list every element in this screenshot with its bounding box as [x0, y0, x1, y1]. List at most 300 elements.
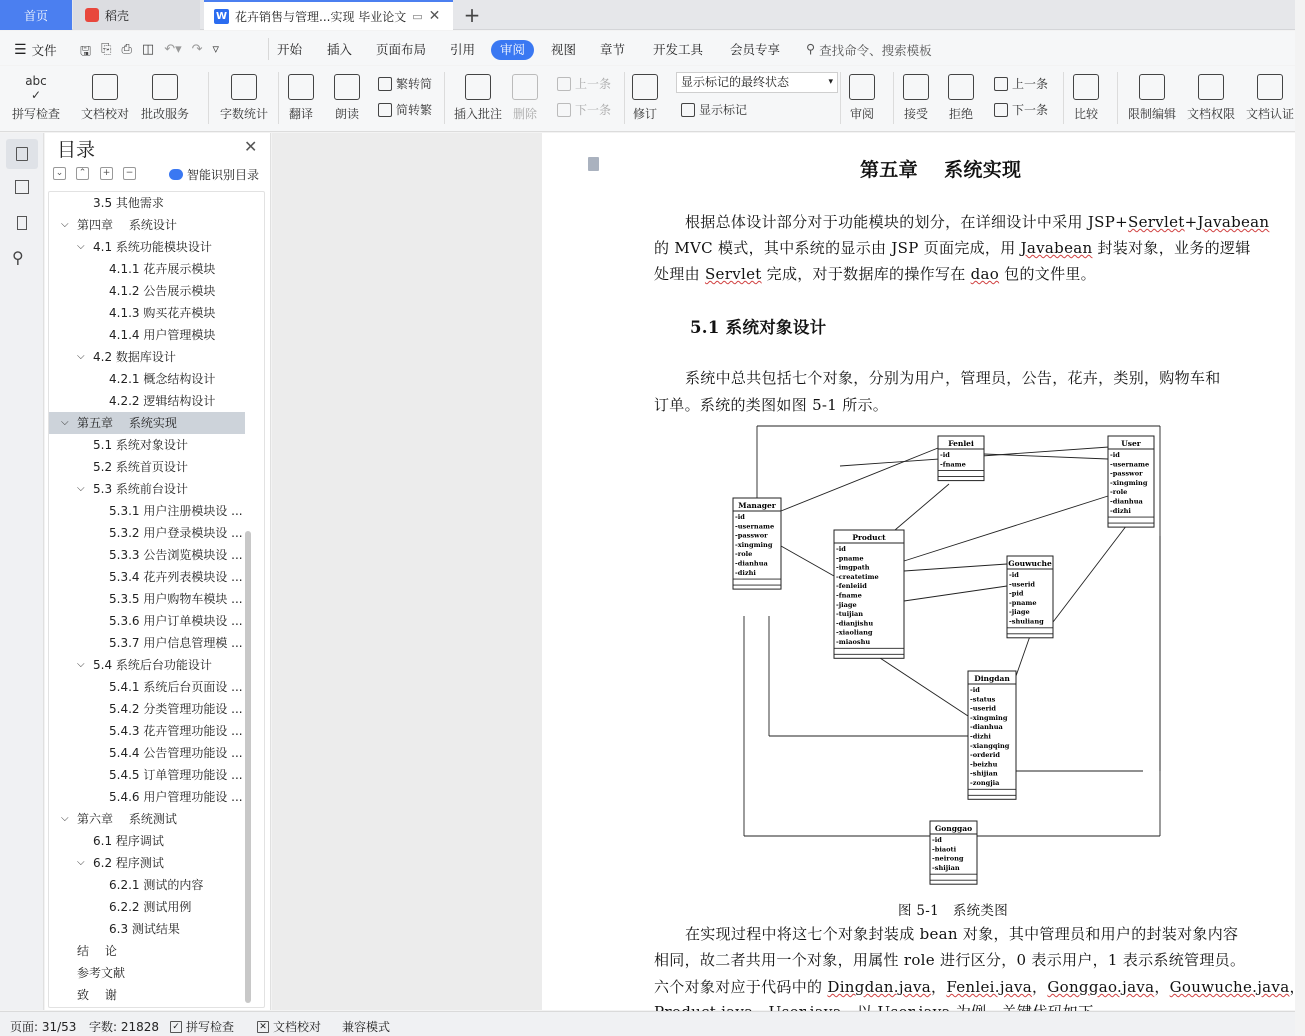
toc-item-label: 参考文献	[77, 966, 126, 980]
uml-attribute: -status	[970, 695, 996, 704]
tab-daoke-label: 稻壳	[105, 8, 130, 23]
toc-item-label: 5.3.1 用户注册模块设 ...	[109, 504, 243, 518]
next-change-label: 下一条	[1012, 103, 1049, 117]
uml-attribute: -username	[735, 522, 775, 531]
toc-item[interactable]	[49, 434, 265, 456]
toc-item[interactable]	[49, 390, 265, 412]
spell-check-button[interactable]	[12, 74, 60, 122]
toc-item-label: 5.3.6 用户订单模块设 ...	[109, 614, 243, 628]
doc-proof-label: 文档校对	[81, 107, 130, 121]
translate-label: 翻译	[288, 107, 313, 121]
outline-button[interactable]	[12, 177, 32, 197]
toc-list	[48, 191, 265, 1008]
toc-item-label: 5.3.5 用户购物车模块 ...	[109, 592, 243, 606]
uml-attribute: -miaoshu	[836, 638, 871, 646]
search-icon: ⚲	[806, 41, 816, 56]
uml-attribute: -dianhua	[970, 723, 1003, 732]
paragraph-line: 在实现过程中将这七个对象封装成 bean 对象，其中管理员和用户的封装对象内容	[685, 925, 1239, 943]
remove-level-icon[interactable]: −	[123, 167, 136, 180]
spell-check-label: 拼写检查	[12, 107, 61, 121]
uml-attribute: -biaoti	[932, 845, 957, 854]
paragraph-line: 订单。系统的类图如图 5-1 所示。	[654, 396, 889, 414]
chevron-down-icon[interactable]: ⌵	[77, 483, 85, 494]
save-icon[interactable]: 🖫	[80, 44, 92, 59]
undo-icon[interactable]: ↶▾	[164, 42, 182, 57]
accept-icon	[903, 74, 929, 100]
uml-attribute: -pname	[836, 554, 864, 563]
chevron-down-icon: ▾	[828, 77, 833, 87]
collapse-all-icon[interactable]: ⌃	[76, 167, 89, 180]
spell-check-icon: abc ✓	[25, 74, 47, 102]
toc-item-label: 4.2 数据库设计	[93, 350, 176, 364]
next-change-button[interactable]	[994, 101, 1048, 118]
uml-attribute: -jiage	[836, 600, 857, 609]
delete-comment-button[interactable]	[512, 74, 538, 122]
menu-layout[interactable]: 页面布局	[376, 42, 427, 57]
toc-item[interactable]	[49, 874, 265, 896]
new-tab-button[interactable]: +	[463, 3, 481, 27]
word-count-label: 字数统计	[220, 107, 269, 121]
toc-scrollbar[interactable]	[245, 531, 251, 1003]
doc-certify-button[interactable]	[1246, 74, 1294, 122]
toc-item[interactable]	[49, 544, 265, 566]
read-aloud-icon	[334, 74, 360, 100]
toc-title: 目录	[57, 139, 96, 161]
review-pane-button[interactable]	[849, 74, 875, 122]
bookmark-button[interactable]	[12, 213, 32, 233]
uml-attribute: -shijian	[932, 863, 960, 872]
uml-class-dingdan	[968, 671, 1016, 799]
toc-item-label: 5.1 系统对象设计	[93, 438, 188, 452]
menu-devtools[interactable]: 开发工具	[653, 42, 704, 57]
read-aloud-button[interactable]	[334, 74, 360, 122]
page-indicator-label: 页面: 31/53	[10, 1020, 77, 1034]
uml-class-name: Dingdan	[974, 674, 1010, 683]
translate-icon	[288, 74, 314, 100]
next-comment-label: 下一条	[575, 103, 612, 117]
word-count-button[interactable]	[220, 74, 268, 122]
toc-item-label: 4.1.3 购买花卉模块	[109, 306, 216, 320]
ribbon-separator	[278, 72, 279, 124]
uml-class-user	[1108, 436, 1154, 527]
paragraph-line: 处理由 Servlet 完成，对于数据库的操作写在 dao 包的文件里。	[654, 265, 1096, 283]
ribbon-separator	[893, 72, 894, 124]
smart-toc-icon	[169, 169, 183, 180]
toc-item-label: 3.5 其他需求	[93, 196, 164, 210]
proof-icon: ✕	[257, 1021, 269, 1033]
uml-attribute: -shuliang	[1009, 617, 1044, 626]
uml-attribute: -dianhua	[735, 559, 768, 568]
figure-caption: 图 5-1 系统类图	[898, 903, 1009, 919]
uml-attribute: -imgpath	[836, 563, 870, 572]
toc-item[interactable]	[49, 566, 265, 588]
toc-item-label: 4.1.4 用户管理模块	[109, 328, 216, 342]
preview-icon[interactable]: ◫	[141, 42, 155, 57]
add-level-icon[interactable]: +	[100, 167, 113, 180]
toc-item[interactable]	[49, 698, 265, 720]
uml-attribute: -username	[1110, 460, 1150, 469]
toc-item-label: 5.4 系统后台功能设计	[93, 658, 212, 672]
tab-document[interactable]	[204, 0, 453, 30]
toc-icon	[16, 147, 28, 161]
toc-item[interactable]	[49, 192, 265, 214]
uml-attribute: -tuijian	[836, 610, 864, 619]
uml-class-gonggao	[930, 821, 977, 884]
uml-attribute: -fenleiid	[836, 582, 867, 591]
prev-comment-label: 上一条	[575, 77, 612, 91]
chevron-down-icon[interactable]: ⌵	[61, 813, 69, 824]
uml-attribute: -fname	[836, 591, 862, 600]
reject-button[interactable]	[948, 74, 974, 122]
simp-to-trad-button[interactable]	[378, 101, 432, 118]
toc-item[interactable]	[49, 786, 265, 808]
daoke-logo-icon	[85, 8, 99, 22]
delete-comment-label: 删除	[512, 107, 537, 121]
uml-attribute: -pname	[1009, 598, 1037, 607]
chevron-down-icon[interactable]: ⌵	[77, 659, 85, 670]
toc-item-label: 6.1 程序调试	[93, 834, 164, 848]
toc-item[interactable]	[49, 962, 265, 984]
toc-item[interactable]	[49, 456, 265, 478]
document-page[interactable]	[542, 133, 1305, 1010]
menu-member[interactable]: 会员专享	[730, 42, 781, 57]
doc-proof-icon	[92, 74, 118, 100]
toc-item-label: 6.2 程序测试	[93, 856, 164, 870]
toc-item[interactable]	[49, 324, 265, 346]
word-count-indicator[interactable]	[89, 1018, 159, 1035]
uml-attribute: -xingming	[735, 540, 773, 549]
restrict-editing-button[interactable]	[1128, 74, 1176, 122]
compare-button[interactable]	[1073, 74, 1099, 122]
accept-label: 接受	[903, 107, 928, 121]
uml-attribute: -dianhua	[1110, 497, 1143, 506]
accept-button[interactable]	[903, 74, 929, 122]
toc-item-label: 4.2.2 逻辑结构设计	[109, 394, 216, 408]
uml-attribute: -dizhi	[1110, 506, 1131, 515]
outline-icon	[15, 180, 29, 194]
toc-item-label: 5.4.6 用户管理功能设 ...	[109, 790, 243, 804]
toc-item[interactable]	[49, 258, 265, 280]
section-title: 5.1 系统对象设计	[690, 318, 827, 337]
uml-attribute: -beizhu	[970, 760, 998, 769]
toc-item[interactable]	[49, 346, 265, 368]
toc-item[interactable]	[49, 236, 265, 258]
ribbon-separator	[624, 72, 625, 124]
toc-item-label: 5.4.5 订单管理功能设 ...	[109, 768, 243, 782]
toc-item-label: 6.2.2 测试用例	[109, 900, 192, 914]
toc-item-label: 5.3.4 花卉列表模块设 ...	[109, 570, 243, 584]
chevron-down-icon[interactable]: ⌵	[61, 417, 69, 428]
status-doc-proof[interactable]	[257, 1018, 321, 1035]
page-menu-icon[interactable]	[588, 157, 599, 171]
toc-item-label: 5.3.2 用户登录模块设 ...	[109, 526, 243, 540]
batch-service-label: 批改服务	[141, 107, 190, 121]
chevron-down-icon[interactable]: ⌵	[77, 351, 85, 362]
chevron-down-icon[interactable]: ⌵	[77, 857, 85, 868]
paragraph-line: 六个对象对应于代码中的 Dingdan.java，Fenlei.java，Gonggao.java，Gouwuche.java，	[654, 978, 1305, 996]
toc-item[interactable]	[49, 500, 265, 522]
certify-icon	[1257, 74, 1283, 100]
tab-home[interactable]	[0, 0, 72, 30]
export-icon[interactable]: ⎘	[101, 42, 112, 57]
toc-item[interactable]	[49, 808, 265, 830]
toc-item-label: 第六章 系统测试	[77, 812, 177, 826]
toc-item-label: 结 论	[77, 944, 117, 958]
toc-item[interactable]	[49, 742, 265, 764]
toc-item[interactable]	[49, 940, 265, 962]
uml-class-name: Fenlei	[948, 439, 974, 448]
compare-label: 比较	[1073, 107, 1098, 121]
uml-attribute: -createtime	[836, 572, 879, 581]
status-proof-label: 文档校对	[273, 1020, 322, 1034]
uml-class-gouwuche	[1007, 556, 1053, 638]
insert-comment-label: 插入批注	[454, 107, 503, 121]
uml-attribute: -neirong	[932, 854, 964, 863]
compat-mode	[342, 1018, 390, 1035]
translate-button[interactable]	[288, 74, 314, 122]
status-spell-check[interactable]	[170, 1018, 234, 1035]
trad-to-simp-button[interactable]	[378, 75, 432, 92]
track-changes-icon	[632, 74, 658, 100]
page-indicator[interactable]	[10, 1018, 76, 1035]
uml-attribute: -role	[735, 550, 753, 559]
expand-all-icon[interactable]: ⌄	[53, 167, 66, 180]
simp-to-trad-label: 简转繁	[396, 103, 433, 117]
chapter-title: 第五章 系统实现	[860, 159, 1022, 181]
toc-item-label: 4.1.1 花卉展示模块	[109, 262, 216, 276]
ribbon-separator	[840, 72, 841, 124]
markup-state-value: 显示标记的最终状态	[681, 75, 790, 89]
compare-icon	[1073, 74, 1099, 100]
insert-comment-icon	[465, 74, 491, 100]
uml-attribute: -id	[970, 686, 980, 694]
show-markup-icon	[681, 103, 695, 117]
show-markup-button[interactable]	[681, 101, 747, 118]
uml-attribute: -userid	[970, 704, 997, 713]
uml-attribute: -xingming	[970, 713, 1008, 722]
next-comment-button[interactable]	[557, 101, 611, 118]
toc-item-label: 4.1 系统功能模块设计	[93, 240, 212, 254]
toc-item-label: 5.4.4 公告管理功能设 ...	[109, 746, 243, 760]
uml-attribute: -passwor	[735, 531, 768, 540]
next-change-icon	[994, 103, 1008, 117]
prev-change-label: 上一条	[1012, 77, 1049, 91]
doc-permission-label: 文档权限	[1187, 107, 1236, 121]
toc-item-label: 致 谢	[77, 988, 117, 1002]
check-icon: ✓	[170, 1021, 182, 1033]
ribbon-separator	[1063, 72, 1064, 124]
toc-item[interactable]	[49, 720, 265, 742]
trad-to-simp-icon	[378, 77, 392, 91]
toc-item-label: 4.2.1 概念结构设计	[109, 372, 216, 386]
uml-attribute: -dizhi	[735, 568, 756, 577]
uml-attribute: -xiangqing	[970, 741, 1010, 750]
uml-attribute: -passwor	[1110, 469, 1143, 478]
uml-attribute: -jiage	[1009, 608, 1030, 617]
tab-daoke[interactable]	[73, 0, 200, 30]
prev-comment-icon	[557, 77, 571, 91]
status-spell-label: 拼写检查	[186, 1020, 235, 1034]
uml-class-name: Gonggao	[934, 824, 973, 833]
tab-document-label: 花卉销售与管理...实现 毕业论文	[235, 9, 407, 24]
doc-certify-label: 文档认证	[1246, 107, 1295, 121]
toc-item-label: 5.3.3 公告浏览模块设 ...	[109, 548, 243, 562]
customize-icon[interactable]: ▿	[212, 42, 220, 57]
prev-comment-button[interactable]	[557, 75, 611, 92]
toc-item-label: 4.1.2 公告展示模块	[109, 284, 216, 298]
toc-item[interactable]	[49, 478, 265, 500]
toc-item-label: 5.3.7 用户信息管理模 ...	[109, 636, 243, 650]
command-search[interactable]	[806, 41, 932, 59]
toc-item[interactable]	[49, 896, 265, 918]
reject-icon	[948, 74, 974, 100]
delete-comment-icon	[512, 74, 538, 100]
redo-icon[interactable]: ↷	[191, 42, 203, 57]
uml-attribute: -shijian	[970, 769, 998, 778]
tab-bar	[0, 0, 1295, 30]
uml-attribute: -zongjia	[970, 779, 1000, 787]
toc-item[interactable]	[49, 632, 265, 654]
ribbon-separator	[208, 72, 209, 124]
uml-attribute: -pid	[1009, 589, 1024, 598]
uml-attribute: -id	[1110, 451, 1120, 459]
compat-mode-label: 兼容模式	[342, 1020, 391, 1034]
track-changes-label: 修订	[632, 107, 657, 121]
toc-item[interactable]	[49, 588, 265, 610]
show-markup-label: 显示标记	[699, 103, 748, 117]
toc-item-label: 5.3 系统前台设计	[93, 482, 188, 496]
monitor-icon[interactable]: ▭	[412, 9, 423, 23]
simp-to-trad-icon	[378, 103, 392, 117]
uml-class-product	[834, 530, 904, 658]
toc-item-label: 5.4.2 分类管理功能设 ...	[109, 702, 243, 716]
toc-panel-toggle[interactable]	[6, 139, 38, 169]
file-menu-label: 文件	[31, 43, 57, 58]
bookmark-icon	[17, 216, 27, 230]
ribbon-separator	[444, 72, 445, 124]
insert-comment-button[interactable]	[454, 74, 502, 122]
menu-start[interactable]: 开始	[277, 42, 303, 57]
toc-item[interactable]	[49, 302, 265, 324]
uml-attribute: -xiaoliang	[836, 628, 873, 637]
restrict-editing-label: 限制编辑	[1128, 107, 1177, 121]
chevron-down-icon[interactable]: ⌵	[61, 219, 69, 230]
uml-class-name: Gouwuche	[1008, 559, 1052, 568]
ribbon-separator	[1117, 72, 1118, 124]
prev-change-button[interactable]	[994, 75, 1048, 92]
chevron-down-icon[interactable]: ⌵	[77, 241, 85, 252]
doc-permission-button[interactable]	[1187, 74, 1235, 122]
tab-home-label: 首页	[23, 8, 48, 23]
wps-writer-icon: W	[215, 10, 228, 22]
menu-review[interactable]: 审阅	[491, 40, 534, 60]
menu-separator	[268, 38, 269, 60]
smart-toc-label: 智能识别目录	[187, 168, 260, 182]
uml-attribute: -userid	[1009, 580, 1036, 589]
paragraph-line: 相同，故二者共用一个对象，用属性 role 进行区分，0 表示用户，1 表示系统管理员。	[654, 951, 1246, 969]
uml-class-name: Manager	[738, 501, 776, 510]
class-diagram	[730, 426, 1180, 896]
toc-panel	[45, 133, 271, 1010]
print-icon[interactable]: ⎙	[121, 42, 132, 57]
trad-to-simp-label: 繁转简	[396, 77, 433, 91]
uml-attribute: -orderid	[970, 751, 1001, 760]
doc-proof-button[interactable]	[81, 74, 129, 122]
toc-item-label: 第五章 系统实现	[77, 416, 177, 430]
uml-attribute: -fname	[940, 460, 966, 469]
batch-service-button[interactable]	[141, 74, 189, 122]
permission-icon	[1198, 74, 1224, 100]
next-comment-icon	[557, 103, 571, 117]
uml-class-name: Product	[852, 533, 886, 542]
uml-attribute: -id	[932, 836, 942, 844]
toc-item-label: 5.4.3 花卉管理功能设 ...	[109, 724, 243, 738]
review-pane-icon	[849, 74, 875, 100]
uml-attribute: -dizhi	[970, 732, 991, 741]
toc-item[interactable]	[49, 676, 265, 698]
uml-attribute: -id	[1009, 571, 1019, 579]
side-icon-strip	[0, 133, 44, 1010]
status-bar	[0, 1011, 1295, 1036]
toc-item[interactable]	[49, 984, 265, 1006]
reject-label: 拒绝	[948, 107, 973, 121]
uml-attribute: -role	[1110, 488, 1128, 497]
toc-item[interactable]	[49, 412, 245, 434]
paragraph-line: 系统中总共包括七个对象，分别为用户，管理员，公告，花卉，类别，购物车和	[685, 369, 1221, 387]
menu-reference[interactable]: 引用	[450, 42, 476, 57]
markup-state-select[interactable]	[676, 72, 838, 93]
toc-item[interactable]	[49, 764, 265, 786]
menu-view[interactable]: 视图	[551, 42, 577, 57]
read-aloud-label: 朗读	[334, 107, 359, 121]
toc-item[interactable]	[49, 918, 265, 940]
uml-attribute: -dianjishu	[836, 619, 874, 628]
toc-item-label: 6.3 测试结果	[109, 922, 180, 936]
hamburger-icon: ☰	[14, 42, 27, 58]
uml-class-name: User	[1121, 439, 1141, 448]
toc-item[interactable]	[49, 280, 265, 302]
close-icon[interactable]: ✕	[244, 137, 258, 156]
find-button[interactable]	[12, 248, 32, 268]
prev-change-icon	[994, 77, 1008, 91]
track-changes-button[interactable]	[632, 74, 658, 122]
toc-item[interactable]	[49, 830, 265, 852]
menu-chapter[interactable]: 章节	[600, 42, 626, 57]
word-count-icon	[231, 74, 257, 100]
toc-item-label: 5.4.1 系统后台页面设 ...	[109, 680, 243, 694]
toc-item-label: 6.2.1 测试的内容	[109, 878, 204, 892]
toc-item[interactable]	[49, 852, 265, 874]
smart-toc-button[interactable]	[169, 166, 259, 183]
file-menu[interactable]	[14, 41, 57, 59]
uml-attribute: -id	[940, 451, 950, 459]
toc-item[interactable]	[49, 214, 265, 236]
toc-item[interactable]	[49, 368, 265, 390]
paragraph-line: 的 MVC 模式，其中系统的显示由 JSP 页面完成，用 Javabean 封装对象，业务的逻辑	[654, 239, 1251, 257]
toc-item-label: 5.2 系统首页设计	[93, 460, 188, 474]
toc-item[interactable]	[49, 610, 265, 632]
toc-item[interactable]	[49, 522, 265, 544]
paragraph-line: 根据总体设计部分对于功能模块的划分，在详细设计中采用 JSP+Servlet+Javabean	[685, 213, 1270, 231]
uml-attribute: -id	[735, 513, 745, 521]
search-icon: ⚲	[12, 248, 24, 267]
toc-item-label: 第四章 系统设计	[77, 218, 177, 232]
menu-insert[interactable]: 插入	[327, 42, 353, 57]
word-count-indicator-label: 字数: 21828	[89, 1020, 160, 1034]
toc-item[interactable]	[49, 654, 265, 676]
uml-attribute: -id	[836, 545, 846, 553]
close-tab-icon[interactable]: ✕	[428, 8, 441, 24]
